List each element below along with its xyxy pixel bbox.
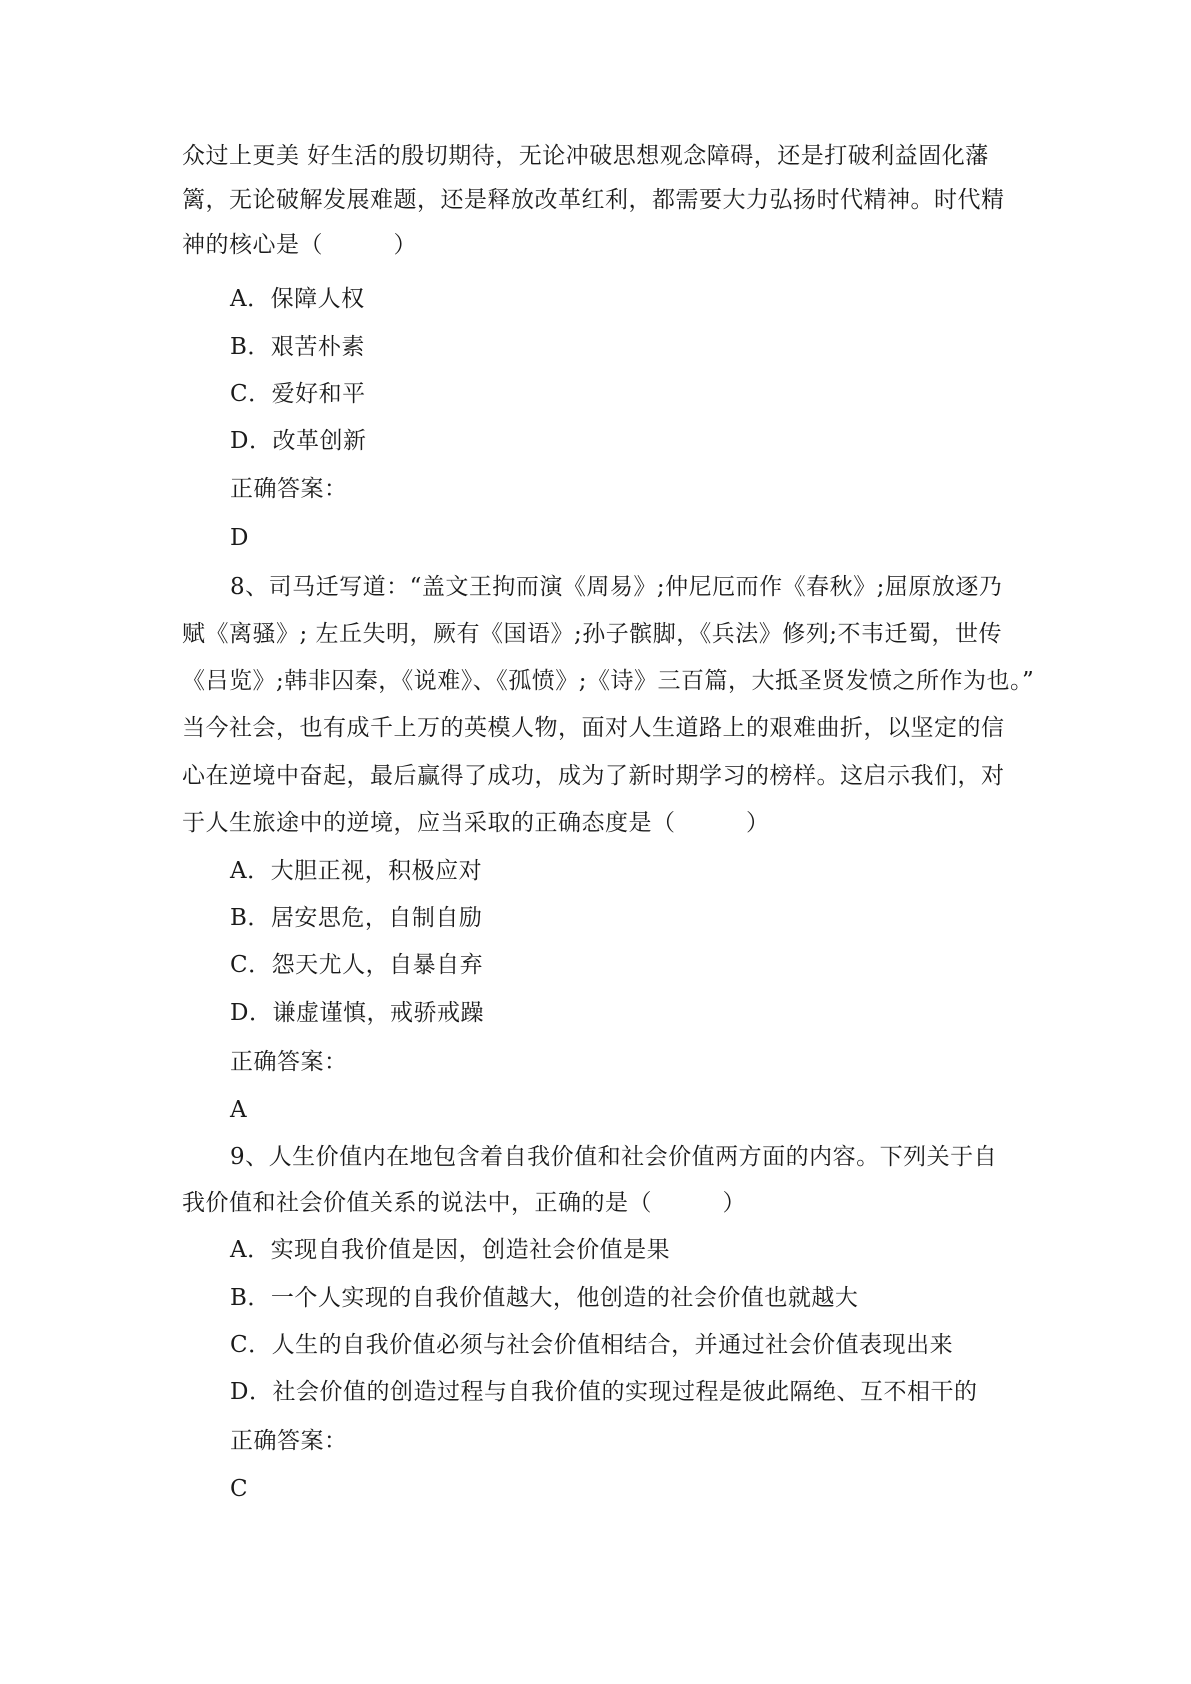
q9-option-a: A．实现自我价值是因，创造社会价值是果	[230, 1237, 671, 1263]
q8-stem-line-4: 当今社会，也有成千上万的英模人物，面对人生道路上的艰难曲折，以坚定的信	[182, 715, 1005, 741]
q7-stem-line-3: 神的核心是（ ）	[182, 232, 417, 258]
q8-stem-line-2: 赋《离骚》; 左丘失明，厥有《国语》;孙子髌脚，《兵法》修列;不韦迁蜀，世传	[182, 621, 1003, 647]
q9-stem-line-2: 我价值和社会价值关系的说法中，正确的是（ ）	[182, 1190, 746, 1216]
q9-option-c: C．人生的自我价值必须与社会价值相结合，并通过社会价值表现出来	[230, 1332, 954, 1358]
q8-stem-line-3: 《吕览》;韩非囚秦，《说难》、《孤愤》;《诗》三百篇，大抵圣贤发愤之所作为也。”	[182, 668, 1035, 694]
q7-option-b: B．艰苦朴素	[230, 334, 365, 360]
q9-option-b: B．一个人实现的自我价值越大，他创造的社会价值也就越大	[230, 1285, 859, 1311]
q8-option-b: B．居安思危，自制自励	[230, 905, 483, 931]
q9-option-d: D．社会价值的创造过程与自我价值的实现过程是彼此隔绝、互不相干的	[230, 1379, 978, 1405]
q8-stem-line-6: 于人生旅途中的逆境，应当采取的正确态度是（ ）	[182, 810, 770, 836]
q8-stem-line-1: 8、司马迁写道：“盖文王拘而演《周易》;仲尼厄而作《春秋》;屈原放逐乃	[230, 574, 1003, 600]
q7-option-a: A．保障人权	[230, 286, 365, 312]
q8-option-d: D．谦虚谨慎，戒骄戒躁	[230, 1000, 484, 1026]
q7-option-d: D．改革创新	[230, 428, 367, 454]
q7-stem-line-2: 篱，无论破解发展难题，还是释放改革红利，都需要大力弘扬时代精神。时代精	[182, 187, 1005, 213]
q7-answer: D	[230, 525, 249, 551]
q8-answer-label: 正确答案：	[230, 1049, 348, 1075]
q7-option-c: C．爱好和平	[230, 381, 366, 407]
q8-option-a: A．大胆正视，积极应对	[230, 858, 483, 884]
q8-answer: A	[230, 1097, 248, 1123]
q7-stem-line-1: 众过上更美 好生活的殷切期待，无论冲破思想观念障碍，还是打破利益固化藩	[182, 143, 989, 169]
q7-answer-label: 正确答案：	[230, 476, 348, 502]
q9-answer: C	[230, 1476, 249, 1502]
q8-stem-line-5: 心在逆境中奋起，最后赢得了成功，成为了新时期学习的榜样。这启示我们，对	[182, 763, 1005, 789]
q8-option-c: C．怨天尤人，自暴自弃	[230, 952, 484, 978]
q9-stem-line-1: 9、人生价值内在地包含着自我价值和社会价值两方面的内容。下列关于自	[230, 1144, 998, 1170]
q9-answer-label: 正确答案：	[230, 1428, 348, 1454]
